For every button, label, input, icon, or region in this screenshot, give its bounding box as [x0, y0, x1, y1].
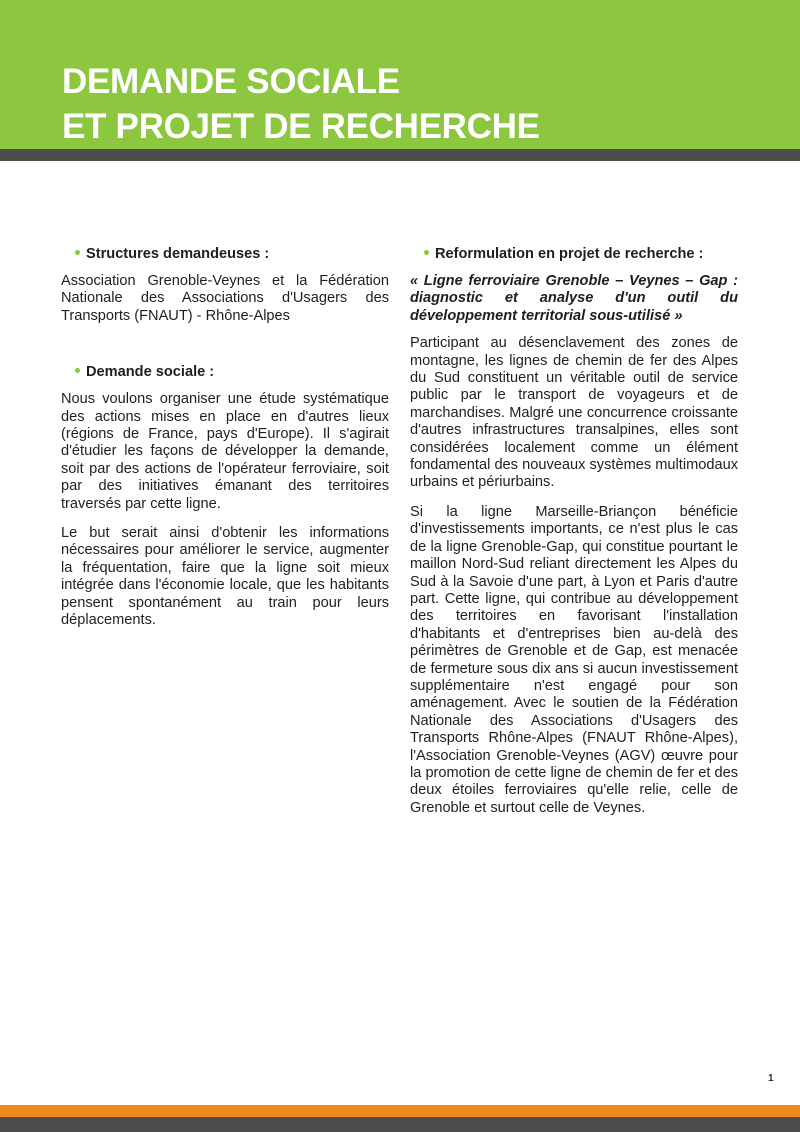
section-heading-structures	[75, 245, 389, 263]
footer-dark-stripe	[0, 1117, 800, 1132]
section-heading-structures-label: Structures demandeuses :	[86, 246, 270, 262]
section-heading-demande	[75, 363, 389, 381]
page-number: 1	[768, 1073, 774, 1084]
demande-paragraph-1: Nous voulons organiser une étude systématique des actions mises en place en d'autres lieux (régions de France, pays d'Europe). Il s'agirait d'étudier les façons de développer la demande, soit par des actions de l'opérateur ferroviaire, soit par des initiatives émanant des territoires traversés par cette ligne.	[61, 391, 389, 512]
right-column	[410, 245, 738, 829]
page-title	[62, 59, 540, 149]
bullet-icon	[75, 250, 80, 255]
section-heading-demande-label: Demande sociale :	[86, 364, 215, 381]
footer-orange-stripe	[0, 1105, 800, 1117]
reformulation-paragraph-1: Participant au désenclavement des zones de montagne, les lignes de chemin de fer des Alpes du Sud constituent un véritable outil de service public par le transport de voyageurs et de marchandises. Malgré une concurrence croissante d'autres infrastructures transalpines, elles sont considérées localement comme un élément fondamental des nouveaux systèmes multimodaux urbains et périurbains.	[410, 335, 738, 491]
section-heading-reformulation	[424, 245, 738, 263]
bullet-icon	[424, 250, 429, 255]
section-heading-reformulation-label: Reformulation en projet de recherche :	[435, 246, 704, 262]
bullet-icon	[75, 368, 80, 373]
project-title-quote: « Ligne ferroviaire Grenoble – Veynes – Gap : diagnostic et analyse d'un outil du développement territorial sous-utilisé »	[410, 273, 738, 324]
page-title-line1: DEMANDE SOCIALE	[62, 62, 400, 101]
page-title-line2: ET PROJET DE RECHERCHE	[62, 107, 540, 146]
header-stripe	[0, 149, 800, 161]
structures-text: Association Grenoble-Veynes et la Fédération Nationale des Associations d'Usagers des Transports (FNAUT) - Rhône-Alpes	[61, 273, 389, 324]
reformulation-paragraph-2: Si la ligne Marseille-Briançon bénéficie d'investissements importants, ce n'est plus le cas de la ligne Grenoble-Gap, qui constitue pourtant le maillon Nord-Sud reliant directement les Alpes du Sud à la Savoie d'une part, à Lyon et Paris d'autre part. Cette ligne, qui contribue au développement des territoires en favorisant l'installation d'habitants et d'entreprises bien au-delà des périmètres de Grenoble et de Gap, est menacée de fermeture sous dix ans si aucun investissement supplémentaire n'est engagé pour son aménagement. Avec le soutien de la Fédération Nationale des Associations d'Usagers des Transports Rhône-Alpes (FNAUT Rhône-Alpes), l'Association Grenoble-Veynes (AGV) œuvre pour la promotion de cette ligne de chemin de fer et des deux étoiles ferroviaires qu'elle relie, celle de Grenoble et surtout celle de Veynes.	[410, 503, 738, 816]
left-column	[61, 245, 389, 642]
demande-paragraph-2: Le but serait ainsi d'obtenir les informations nécessaires pour améliorer le service, augmenter la fréquentation, faire que la ligne soit mieux intégrée dans l'économie locale, que les habitants pensent spontanément au train pour leurs déplacements.	[61, 525, 389, 629]
